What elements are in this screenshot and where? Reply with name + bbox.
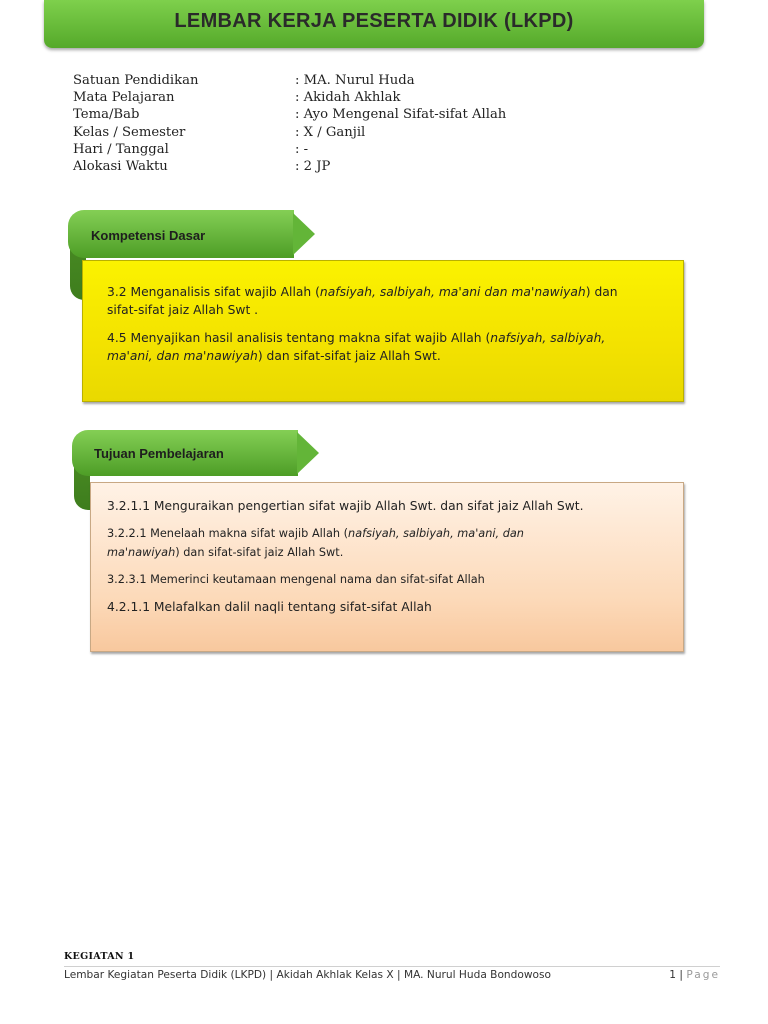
identity-value: : X / Ganjil (295, 124, 366, 140)
identity-label: Satuan Pendidikan (73, 73, 199, 88)
tujuan-item: 3.2.3.1 Memerinci keutamaan mengenal nama dan sifat-sifat Allah (107, 573, 485, 586)
identity-block (73, 72, 506, 175)
title-banner (44, 0, 704, 48)
identity-label: Mata Pelajaran (73, 90, 175, 106)
identity-label: Alokasi Waktu (73, 158, 168, 174)
tujuan-item: 4.2.1.1 Melafalkan dalil naqli tentang sifat-sifat Allah (107, 600, 432, 614)
tab-arrow (297, 432, 319, 474)
kompetensi-item: 4.5 Menyajikan hasil analisis tentang makna sifat wajib Allah (nafsiyah, salbiyah, ma'ani, dan ma'nawiyah) dan sifat-sifat jaiz Allah Swt. (107, 331, 606, 363)
tujuan-item: 3.2.2.1 Menelaah makna sifat wajib Allah (nafsiyah, salbiyah, ma'ani, dan ma'nawiyah) dan sifat-sifat jaiz Allah Swt. (107, 527, 524, 559)
tujuan-box (90, 482, 684, 652)
identity-row (73, 106, 506, 123)
kompetensi-title: Kompetensi Dasar (91, 228, 206, 243)
identity-row (73, 72, 506, 89)
page-number-value: 1 (669, 969, 677, 981)
tujuan-item: 3.2.1.1 Menguraikan pengertian sifat wajib Allah Swt. dan sifat jaiz Allah Swt. (107, 499, 584, 513)
footer-divider (64, 966, 720, 967)
identity-value: : Akidah Akhlak (295, 90, 401, 106)
footer-heading: KEGIATAN 1 (64, 951, 135, 962)
page-number (669, 969, 720, 981)
page-word: Page (686, 969, 720, 981)
page-separator: | (679, 969, 683, 981)
identity-value: : Ayo Mengenal Sifat-sifat Allah (295, 107, 507, 123)
identity-label: Tema/Bab (73, 107, 140, 123)
tab-arrow (293, 213, 315, 255)
identity-value: : MA. Nurul Huda (295, 73, 415, 88)
footer-text: Lembar Kegiatan Peserta Didik (LKPD) | Akidah Akhlak Kelas X | MA. Nurul Huda Bondowoso (64, 969, 551, 981)
identity-row (73, 158, 506, 175)
identity-value: : - (295, 141, 309, 157)
identity-row (73, 124, 506, 141)
identity-label: Hari / Tanggal (73, 141, 169, 157)
kompetensi-item: 3.2 Menganalisis sifat wajib Allah (nafsiyah, salbiyah, ma'ani dan ma'nawiyah) dan sifat-sifat jaiz Allah Swt . (107, 285, 618, 317)
identity-value: : 2 JP (295, 158, 331, 174)
identity-row (73, 141, 506, 158)
identity-label: Kelas / Semester (73, 124, 186, 140)
kompetensi-box (82, 260, 684, 402)
page-title: LEMBAR KERJA PESERTA DIDIK (LKPD) (174, 9, 574, 32)
identity-row (73, 89, 506, 106)
tujuan-title: Tujuan Pembelajaran (94, 446, 224, 461)
